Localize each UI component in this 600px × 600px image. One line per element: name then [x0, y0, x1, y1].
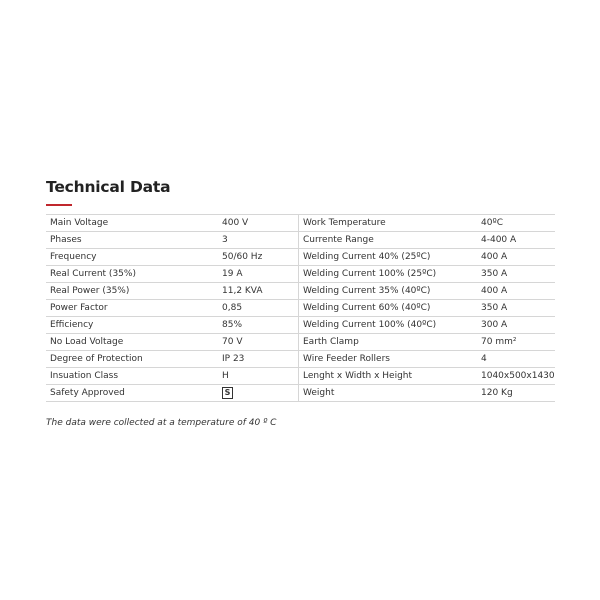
- spec-label: Power Factor: [46, 300, 218, 317]
- spec-value: 70 mm²: [477, 334, 555, 351]
- spec-label: Insuation Class: [46, 368, 218, 385]
- spec-label: Work Temperature: [299, 215, 478, 232]
- spec-value: 300 A: [477, 317, 555, 334]
- spec-label: Phases: [46, 232, 218, 249]
- spec-label: Welding Current 100% (25ºC): [299, 266, 478, 283]
- spec-label: Efficiency: [46, 317, 218, 334]
- spec-value: H: [218, 368, 299, 385]
- spec-label: Welding Current 100% (40ºC): [299, 317, 478, 334]
- spec-value: 85%: [218, 317, 299, 334]
- spec-value: 50/60 Hz: [218, 249, 299, 266]
- spec-value: 11,2 KVA: [218, 283, 299, 300]
- spec-label: Frequency: [46, 249, 218, 266]
- spec-value: 40ºC: [477, 215, 555, 232]
- table-row: [46, 215, 555, 232]
- footnote: The data were collected at a temperature of 40 º C: [46, 418, 277, 428]
- spec-label: Real Power (35%): [46, 283, 218, 300]
- spec-value: 3: [218, 232, 299, 249]
- spec-label: Welding Current 35% (40ºC): [299, 283, 478, 300]
- spec-label: Main Voltage: [46, 215, 218, 232]
- spec-label: Welding Current 60% (40ºC): [299, 300, 478, 317]
- spec-value: 0,85: [218, 300, 299, 317]
- safety-approved-icon: S: [222, 387, 233, 399]
- spec-label: No Load Voltage: [46, 334, 218, 351]
- spec-label: Weight: [299, 385, 478, 402]
- spec-label: Earth Clamp: [299, 334, 478, 351]
- spec-label: Real Current (35%): [46, 266, 218, 283]
- spec-label: Welding Current 40% (25ºC): [299, 249, 478, 266]
- spec-value: 70 V: [218, 334, 299, 351]
- table-row: [46, 266, 555, 283]
- spec-label: Safety Approved: [46, 385, 218, 402]
- spec-value: 19 A: [218, 266, 299, 283]
- table-row: [46, 351, 555, 368]
- spec-value: 400 A: [477, 249, 555, 266]
- spec-value: 120 Kg: [477, 385, 555, 402]
- table-row: [46, 317, 555, 334]
- spec-label: Lenght x Width x Height: [299, 368, 478, 385]
- table-row: [46, 334, 555, 351]
- spec-value: 350 A: [477, 300, 555, 317]
- title-underline: [46, 204, 72, 206]
- spec-value: [218, 385, 299, 402]
- spec-value: 350 A: [477, 266, 555, 283]
- page-title: Technical Data: [46, 178, 171, 196]
- table-row: [46, 300, 555, 317]
- spec-label: Wire Feeder Rollers: [299, 351, 478, 368]
- table-row: [46, 249, 555, 266]
- technical-data-table: [46, 214, 555, 402]
- table-row: [46, 368, 555, 385]
- spec-label: Degree of Protection: [46, 351, 218, 368]
- spec-value: 400 A: [477, 283, 555, 300]
- table-row: [46, 385, 555, 402]
- spec-value: 4: [477, 351, 555, 368]
- spec-value: IP 23: [218, 351, 299, 368]
- spec-label: Currente Range: [299, 232, 478, 249]
- table-row: [46, 283, 555, 300]
- spec-value: 1040x500x1430: [477, 368, 555, 385]
- table-row: [46, 232, 555, 249]
- spec-value: 400 V: [218, 215, 299, 232]
- spec-value: 4-400 A: [477, 232, 555, 249]
